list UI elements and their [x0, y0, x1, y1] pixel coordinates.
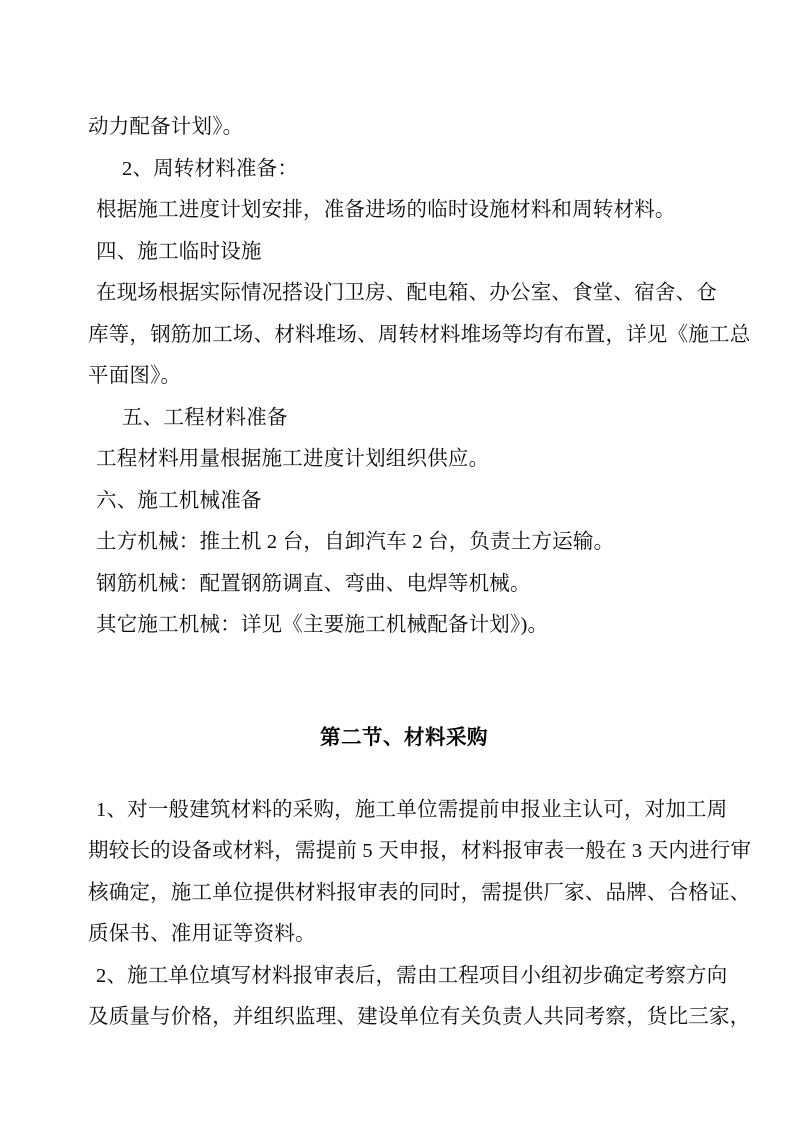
- text-line: 在现场根据实际情况搭设门卫房、配电箱、办公室、食堂、宿舍、仓: [96, 282, 717, 304]
- blank-line: [88, 760, 720, 790]
- text-line: 期较长的设备或材料，需提前 5 天申报，材料报审表一般在 3 天内进行审: [88, 840, 752, 862]
- text-line: 质保书、准用证等资料。: [88, 923, 316, 945]
- text-line: 土方机械：推土机 2 台，自卸汽车 2 台，负责土方运输。: [96, 531, 615, 553]
- text-line: 六、施工机械准备: [96, 489, 262, 512]
- text-line: 2、周转材料准备：: [122, 157, 299, 180]
- text-line: 钢筋机械：配置钢筋调直、弯曲、电焊等机械。: [96, 572, 531, 595]
- text-line: 五、工程材料准备: [122, 406, 288, 429]
- text-line: 平面图》。: [88, 365, 182, 387]
- text-line: 动力配备计划》。: [88, 116, 244, 138]
- text-line: 核确定，施工单位提供材料报审表的同时，需提供厂家、品牌、合格证、: [88, 881, 751, 904]
- text-line: 及质量与价格，并组织监理、建设单位有关负责人共同考察，货比三家，: [88, 1006, 751, 1028]
- text-line: 2、施工单位填写材料报审表后，需由工程项目小组初步确定考察方向: [96, 964, 728, 987]
- text-line: 根据施工进度计划安排，准备进场的临时设施材料和周转材料。: [96, 199, 676, 221]
- blank-line: [88, 647, 720, 689]
- document-text-body: [88, 107, 752, 1039]
- text-line: 1、对一般建筑材料的采购，施工单位需提前申报业主认可，对加工周: [96, 798, 728, 821]
- section-heading: 第二节、材料采购: [320, 727, 488, 749]
- text-line: 库等，钢筋加工场、材料堆场、周转材料堆场等均有布置，详见《施工总: [88, 323, 751, 346]
- blank-line: [88, 688, 720, 718]
- text-line: 其它施工机械：详见《主要施工机械配备计划》)。: [96, 614, 549, 636]
- text-line: 四、施工临时设施: [96, 240, 262, 263]
- text-line: 工程材料用量根据施工进度计划组织供应。: [96, 448, 490, 470]
